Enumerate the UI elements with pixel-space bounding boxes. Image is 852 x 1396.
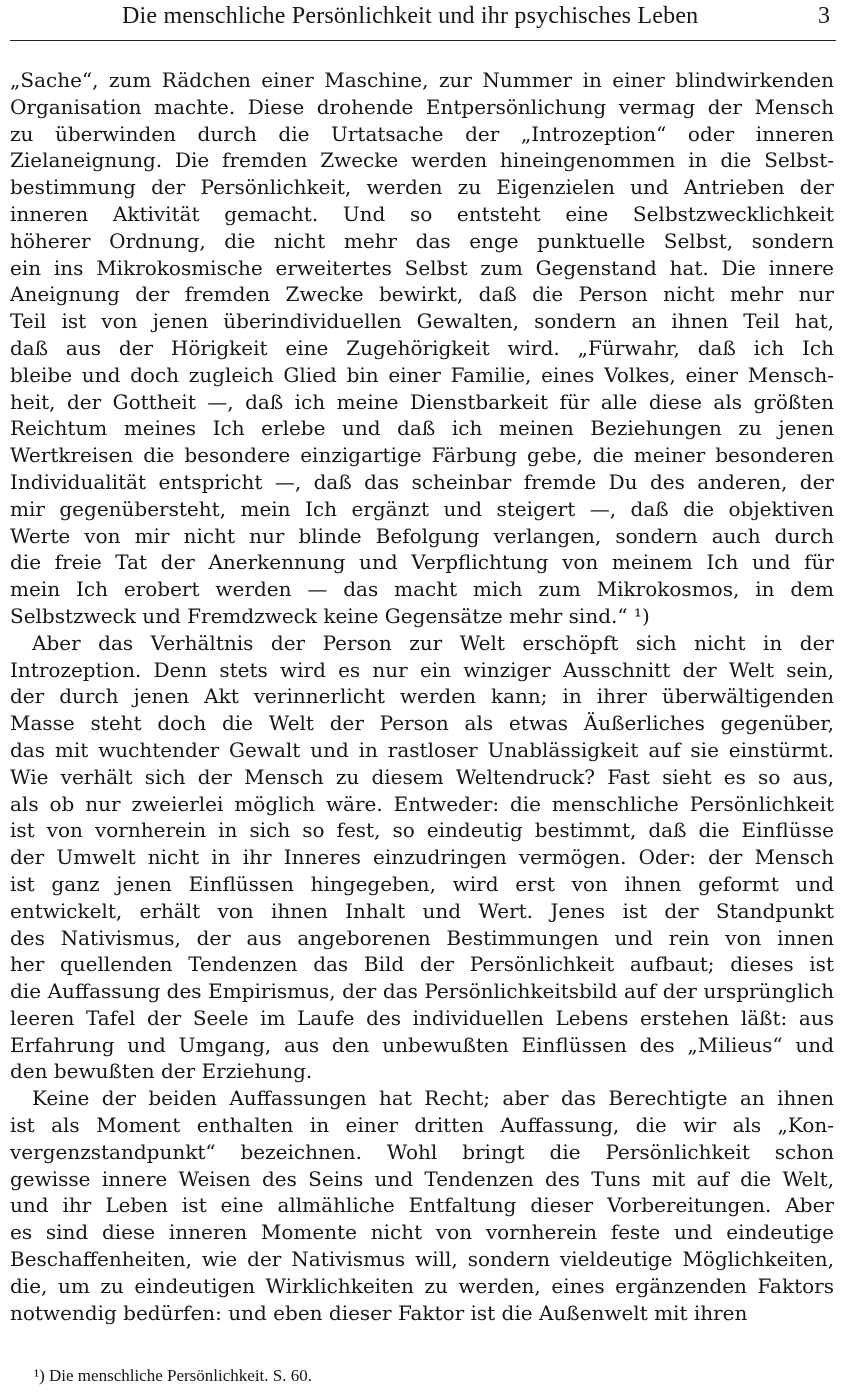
text-line: Erfahrung und Umgang, aus den unbewußten Einflüssen des „Milieus“ und	[10, 1032, 834, 1057]
text-line: notwendig bedürfen: und eben dieser Faktor ist die Außenwelt mit ihren	[10, 1300, 748, 1325]
paragraph	[10, 630, 834, 1086]
paragraph	[10, 67, 834, 630]
text-line: mir gegenübersteht, mein Ich ergänzt und steigert —, daß die objektiven	[10, 496, 834, 521]
text-line: ist als Moment enthalten in einer dritten Auffassung, die wir als „Kon-	[10, 1113, 834, 1138]
text-line: Individualität entspricht —, daß das scheinbar fremde Du des anderen, der	[10, 469, 834, 494]
text-line: den bewußten der Erziehung.	[10, 1059, 313, 1084]
text-line: Selbstzweck und Fremdzweck keine Gegensätze mehr sind.“ ¹)	[10, 603, 650, 628]
text-line: Reichtum meines Ich erlebe und daß ich meinen Beziehungen zu jenen	[10, 416, 834, 441]
text-line: bestimmung der Persönlichkeit, werden zu Eigenzielen und Antrieben der	[10, 175, 834, 200]
text-line: Werte von mir nicht nur blinde Befolgung verlangen, sondern auch durch	[10, 523, 834, 548]
text-line: her quellenden Tendenzen das Bild der Persönlichkeit aufbaut; dieses ist	[10, 952, 834, 977]
text-line: höherer Ordnung, die nicht mehr das enge punktuelle Selbst, sondern	[10, 228, 834, 253]
text-line: inneren Aktivität gemacht. Und so entsteht eine Selbstzwecklichkeit	[10, 201, 834, 226]
body-text	[10, 67, 834, 1326]
text-line: Aneignung der fremden Zwecke bewirkt, daß die Person nicht mehr nur	[10, 282, 834, 307]
text-line: leeren Tafel der Seele im Laufe des individuellen Lebens erstehen läßt: aus	[10, 1005, 834, 1030]
text-line: des Nativismus, der aus angeborenen Bestimmungen und rein von innen	[10, 925, 834, 950]
text-line: der durch jenen Akt verinnerlicht werden kann; in ihrer überwältigenden	[10, 684, 834, 709]
running-header-title: Die menschliche Persönlichkeit und ihr psychisches Leben	[122, 3, 699, 29]
page-number: 3	[818, 3, 830, 29]
text-line: daß aus der Hörigkeit eine Zugehörigkeit wird. „Fürwahr, daß ich Ich	[10, 335, 834, 360]
text-line: als ob nur zweierlei möglich wäre. Entweder: die menschliche Persönlichkeit	[10, 791, 834, 816]
text-line: mein Ich erobert werden — das macht mich zum Mikrokosmos, in dem	[10, 577, 834, 602]
text-line: entwickelt, erhält von ihnen Inhalt und Wert. Jenes ist der Standpunkt	[10, 898, 834, 923]
text-line: das mit wuchtender Gewalt und in rastloser Unablässigkeit auf sie einstürmt.	[10, 737, 834, 762]
text-line: die Auffassung des Empirismus, der das Persönlichkeitsbild auf der ursprünglich	[10, 979, 834, 1004]
text-line: ist von vornherein in sich so fest, so eindeutig bestimmt, daß die Einflüsse	[10, 818, 834, 843]
text-line: Introzeption. Denn stets wird es nur ein winziger Ausschnitt der Welt sein,	[10, 657, 834, 682]
text-line: Masse steht doch die Welt der Person als etwas Äußerliches gegenüber,	[10, 711, 834, 736]
running-header	[0, 0, 852, 56]
text-line: bleibe und doch zugleich Glied bin einer Familie, eines Volkes, einer Mensch-	[10, 362, 834, 387]
text-line: vergenzstandpunkt“ bezeichnen. Wohl bringt die Persönlichkeit schon	[10, 1139, 834, 1164]
text-line: Zielaneignung. Die fremden Zwecke werden hineingenommen in die Selbst-	[10, 148, 834, 173]
text-line: ein ins Mikrokosmische erweitertes Selbst zum Gegenstand hat. Die innere	[10, 255, 834, 280]
text-line: Beschaffenheiten, wie der Nativismus will, sondern vieldeutige Möglichkeiten,	[10, 1247, 834, 1272]
text-line: die, um zu eindeutigen Wirklichkeiten zu werden, eines ergänzenden Faktors	[10, 1273, 834, 1298]
text-line: die freie Tat der Anerkennung und Verpflichtung von meinem Ich und für	[10, 550, 834, 575]
text-line: gewisse innere Weisen des Seins und Tendenzen des Tuns mit auf die Welt,	[10, 1166, 834, 1191]
text-line: es sind diese inneren Momente nicht von vornherein feste und eindeutige	[10, 1220, 834, 1245]
text-line: „Sache“, zum Rädchen einer Maschine, zur Nummer in einer blindwirkenden	[10, 68, 834, 92]
text-line: Keine der beiden Auffassungen hat Recht; aber das Berechtigte an ihnen	[32, 1086, 834, 1111]
text-line: Organisation machte. Diese drohende Entpersönlichung vermag der Mensch	[10, 94, 834, 119]
text-line: Teil ist von jenen überindividuellen Gewalten, sondern an ihnen Teil hat,	[10, 309, 834, 334]
text-line: Wertkreisen die besondere einzigartige Färbung gebe, die meiner besonderen	[10, 443, 834, 468]
text-line: zu überwinden durch die Urtatsache der „Introzeption“ oder inneren	[10, 121, 834, 146]
header-rule	[10, 40, 836, 41]
text-line: Aber das Verhältnis der Person zur Welt erschöpft sich nicht in der	[32, 630, 834, 655]
text-line: heit, der Gottheit —, daß ich meine Dienstbarkeit für alle diese als größten	[10, 389, 834, 414]
footnote: ¹) Die menschliche Persönlichkeit. S. 60.	[34, 1366, 312, 1385]
text-line: Wie verhält sich der Mensch zu diesem Weltendruck? Fast sieht es so aus,	[10, 764, 834, 789]
text-line: der Umwelt nicht in ihr Inneres einzudringen vermögen. Oder: der Mensch	[10, 845, 834, 870]
paragraph	[10, 1085, 834, 1326]
text-line: ist ganz jenen Einflüssen hingegeben, wird erst von ihnen geformt und	[10, 871, 834, 896]
text-line: und ihr Leben ist eine allmähliche Entfaltung dieser Vorbereitungen. Aber	[10, 1193, 834, 1218]
